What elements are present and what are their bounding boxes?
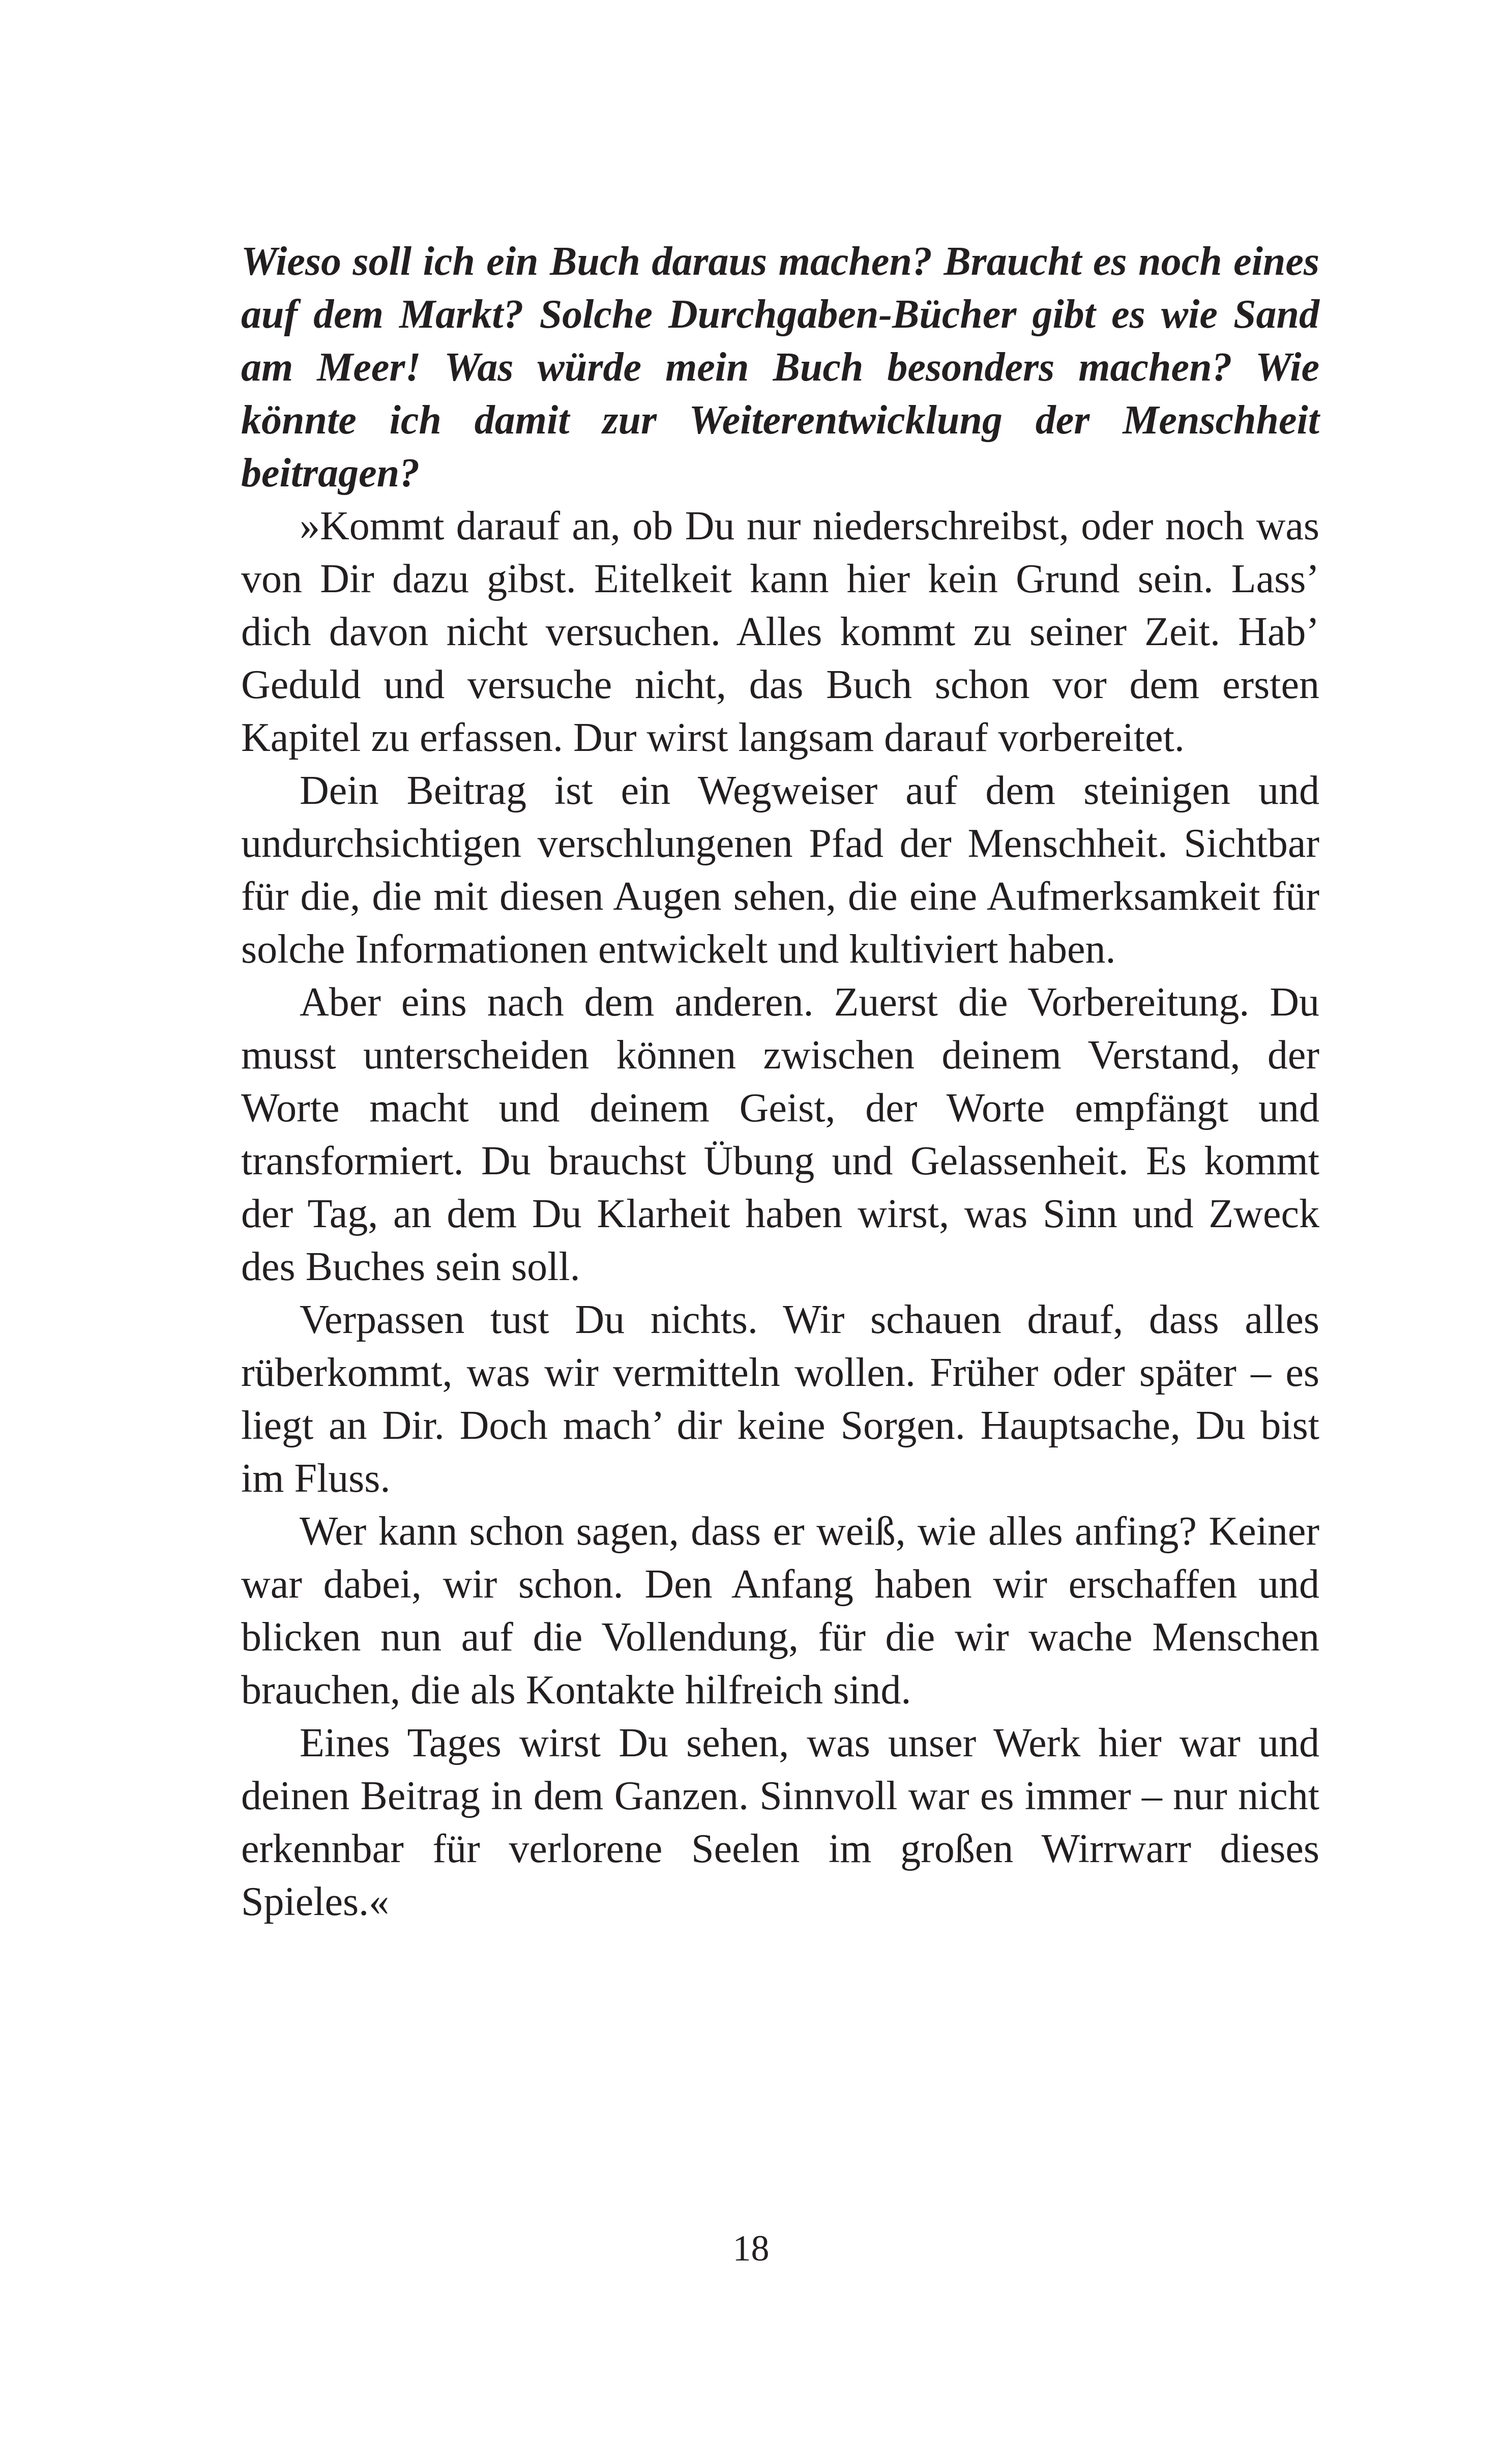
paragraph-6: Eines Tages wirst Du sehen, was unser Werk hier war und deinen Beitrag in dem Ganzen. Sinnvoll war es immer – nur nicht erkennbar für verlorene Seelen im großen Wirrwarr dieses Spieles.« [241, 1721, 1319, 1924]
question-paragraph: Wieso soll ich ein Buch daraus machen? Braucht es noch eines auf dem Markt? Solche Durchgaben-Bücher gibt es wie Sand am Meer! Was würde mein Buch besonders machen? Wie könnte ich damit zur Weiterentwicklung der Menschheit beitragen? [241, 239, 1319, 496]
paragraph-4: Verpassen tust Du nichts. Wir schauen drauf, dass alles rüberkommt, was wir vermitteln wollen. Früher oder später – es liegt an Dir. Doch mach’ dir keine Sorgen. Hauptsache, Du bist im Fluss. [241, 1297, 1319, 1501]
paragraph-3: Aber eins nach dem anderen. Zuerst die Vorbereitung. Du musst unterscheiden können zwischen deinem Verstand, der Worte macht und deinem Geist, der Worte empfängt und transformiert. Du brauchst Übung und Gelassenheit. Es kommt der Tag, an dem Du Klarheit haben wirst, was Sinn und Zweck des Buches sein soll. [241, 980, 1319, 1289]
paragraph-1: »Kommt darauf an, ob Du nur niederschreibst, oder noch was von Dir dazu gibst. Eitelkeit kann hier kein Grund sein. Lass’ dich davon nicht versuchen. Alles kommt zu seiner Zeit. Hab’ Geduld und versuche nicht, das Buch schon vor dem ersten Kapitel zu erfassen. Dur wirst langsam darauf vorbereitet. [241, 504, 1319, 760]
paragraph-5: Wer kann schon sagen, dass er weiß, wie alles anfing? Keiner war dabei, wir schon. Den Anfang haben wir erschaffen und blicken nun auf die Vollendung, für die wir wache Menschen brauchen, die als Kontakte hilfreich sind. [241, 1509, 1319, 1713]
paragraph-2: Dein Beitrag ist ein Wegweiser auf dem steinigen und undurchsichtigen verschlungenen Pfad der Menschheit. Sichtbar für die, die mit diesen Augen sehen, die eine Aufmerksamkeit für solche Informationen entwickelt und kultiviert haben. [241, 768, 1319, 972]
body-text [241, 235, 1319, 1928]
page-number: 18 [732, 2228, 770, 2269]
